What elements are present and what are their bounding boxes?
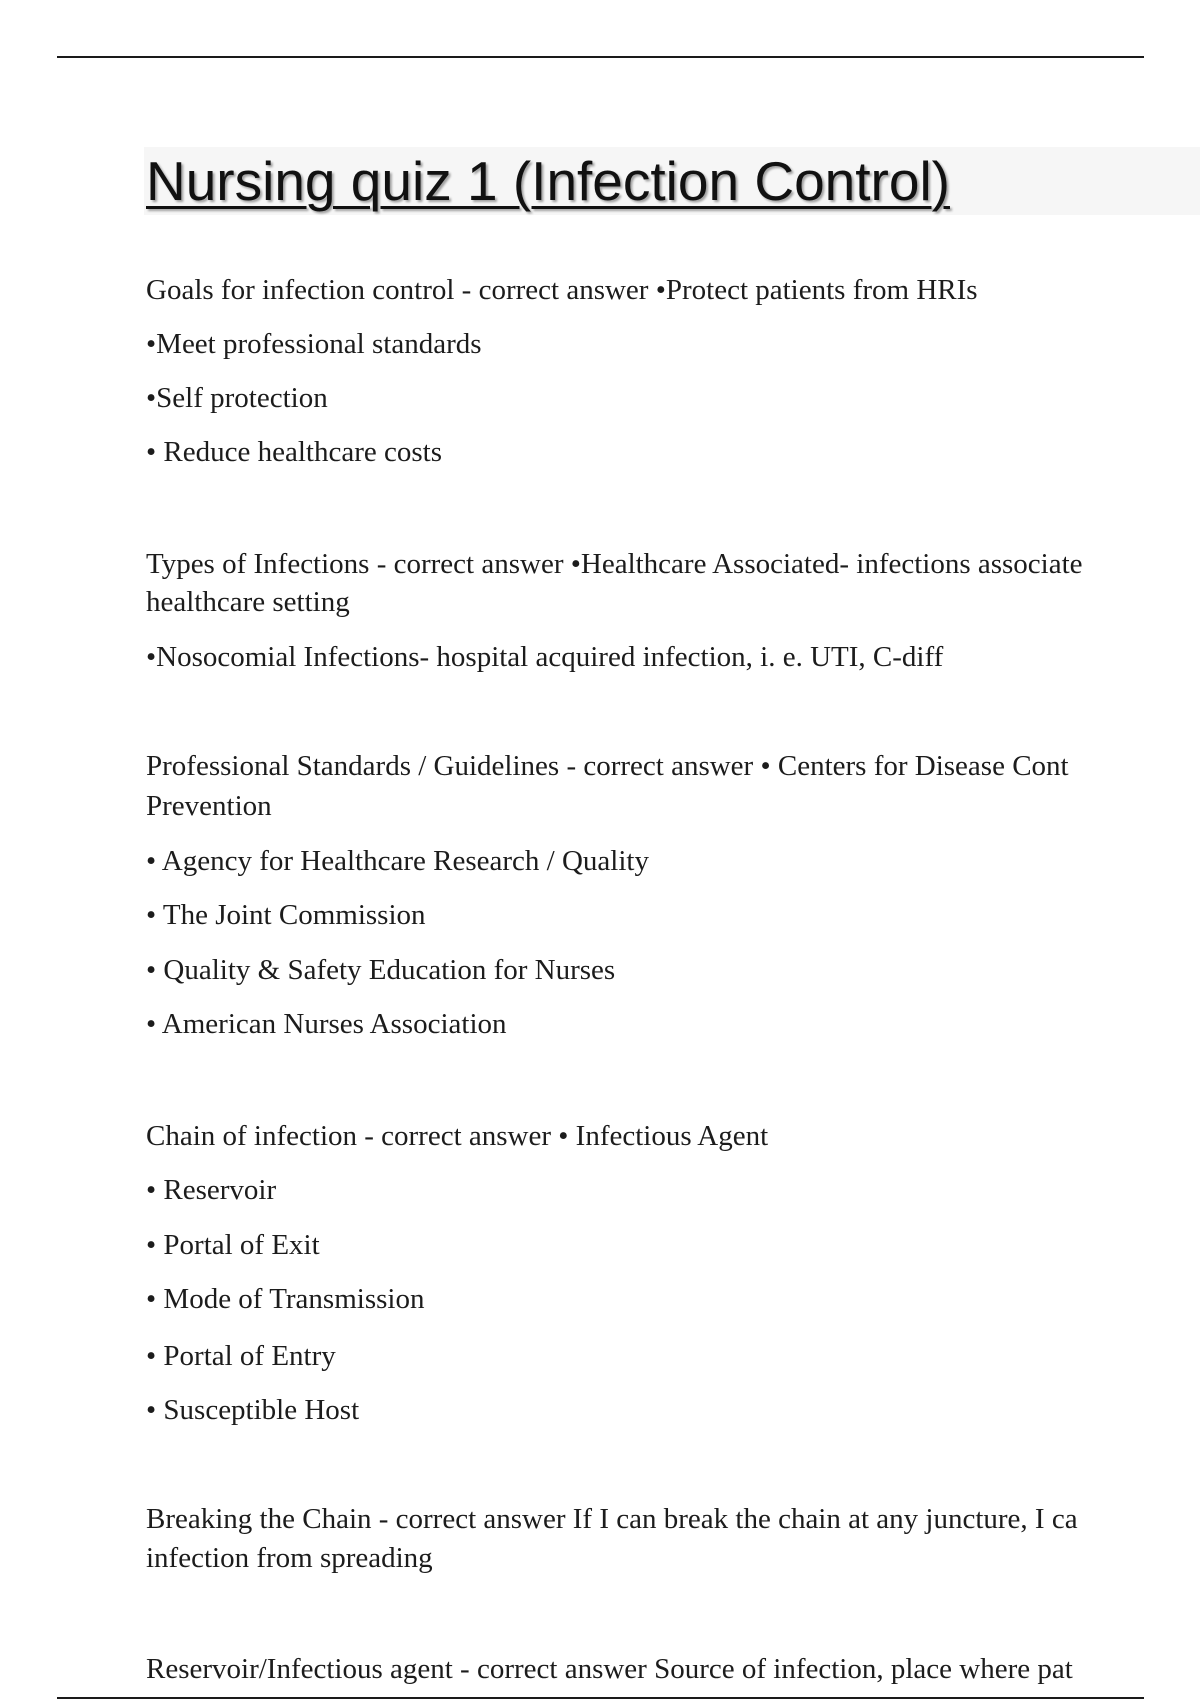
text-line: • Mode of Transmission [146,1283,425,1315]
text-line: Reservoir/Infectious agent - correct answer Source of infection, place where pat [146,1653,1073,1685]
text-line: • Reduce healthcare costs [146,436,442,468]
text-line: Prevention [146,790,272,822]
text-line: • Reservoir [146,1174,277,1206]
text-line: • Portal of Exit [146,1229,320,1261]
text-line: •Self protection [146,382,328,414]
text-line: healthcare setting [146,586,350,618]
text-line: • The Joint Commission [146,899,426,931]
text-line: •Meet professional standards [146,328,482,360]
text-line: • Agency for Healthcare Research / Quality [146,845,649,877]
text-line: Goals for infection control - correct answer •Protect patients from HRIs [146,274,978,306]
footer-rule [57,1697,1144,1699]
text-line: Chain of infection - correct answer • Infectious Agent [146,1120,769,1152]
text-line: • Quality & Safety Education for Nurses [146,954,616,986]
text-line: • Portal of Entry [146,1340,336,1372]
text-line: infection from spreading [146,1542,433,1574]
text-line: •Nosocomial Infections- hospital acquired infection, i. e. UTI, C-diff [146,641,944,673]
header-rule [57,56,1144,58]
text-line: • Susceptible Host [146,1394,360,1426]
page-title: Nursing quiz 1 (Infection Control) [146,150,950,212]
text-line: Types of Infections - correct answer •Healthcare Associated- infections associate [146,548,1083,580]
text-line: Professional Standards / Guidelines - correct answer • Centers for Disease Cont [146,750,1069,782]
text-line: • American Nurses Association [146,1008,507,1040]
text-line: Breaking the Chain - correct answer If I can break the chain at any juncture, I ca [146,1503,1078,1535]
